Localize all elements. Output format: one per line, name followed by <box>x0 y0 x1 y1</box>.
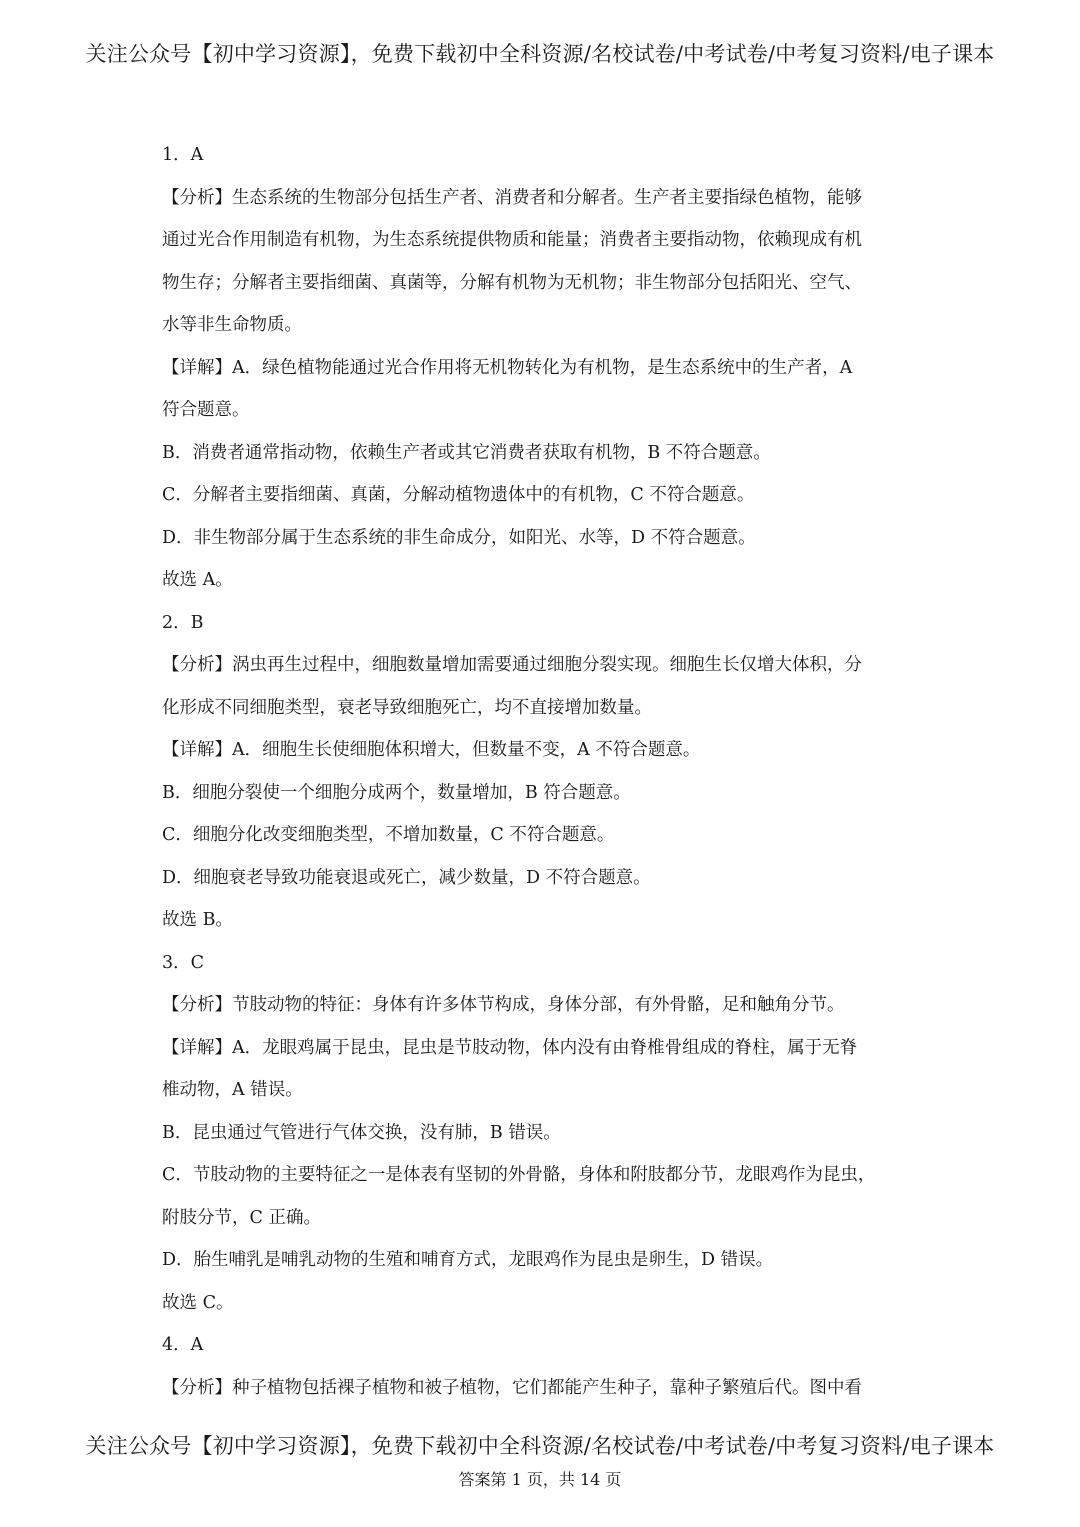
question-3-answer: 3．C <box>162 952 205 973</box>
question-3-line: 【分析】节肢动物的特征：身体有许多体节构成，身体分部，有外骨骼，足和触角分节。 <box>162 995 845 1015</box>
question-2-line: 化形成不同细胞类型，衰老导致细胞死亡，均不直接增加数量。 <box>162 697 652 718</box>
question-1-line: 故选 A。 <box>162 570 233 590</box>
question-1-answer: 1．A <box>162 145 204 165</box>
question-1-line: 【详解】A．绿色植物能通过光合作用将无机物转化为有机物，是生态系统中的生产者，A <box>162 357 853 378</box>
question-3-line: 椎动物，A 错误。 <box>162 1080 303 1100</box>
question-1-line: 水等非生命物质。 <box>162 315 302 335</box>
question-1 <box>162 134 932 602</box>
question-1-line: D．非生物部分属于生态系统的非生命成分，如阳光、水等，D 不符合题意。 <box>162 527 756 548</box>
question-2-line: 【详解】A．细胞生长使细胞体积增大，但数量不变，A 不符合题意。 <box>162 740 701 760</box>
question-3-line: B．昆虫通过气管进行气体交换，没有肺，B 错误。 <box>162 1122 561 1143</box>
question-3-line: D．胎生哺乳是哺乳动物的生殖和哺育方式，龙眼鸡作为昆虫是卵生，D 错误。 <box>162 1250 774 1270</box>
question-3 <box>162 942 932 1325</box>
question-2-line: 故选 B。 <box>162 910 233 930</box>
question-1-line: 符合题意。 <box>162 400 250 420</box>
page-number: 答案第 1 页，共 14 页 <box>458 1470 622 1489</box>
question-1-line: 物生存；分解者主要指细菌、真菌等，分解有机物为无机物；非生物部分包括阳光、空气、 <box>162 272 862 293</box>
header-banner: 关注公众号【初中学习资源】，免费下载初中全科资源/名校试卷/中考试卷/中考复习资料/电子课本 <box>85 42 995 66</box>
question-4-line: 【分析】种子植物包括裸子植物和被子植物，它们都能产生种子，靠种子繁殖后代。图中看 <box>162 1377 862 1398</box>
question-1-line: 通过光合作用制造有机物，为生态系统提供物质和能量；消费者主要指动物，依赖现成有机 <box>162 230 862 250</box>
question-3-line: 故选 C。 <box>162 1292 234 1313</box>
question-3-line: 附肢分节，C 正确。 <box>162 1207 321 1228</box>
question-1-line: C．分解者主要指细菌、真菌，分解动植物遗体中的有机物，C 不符合题意。 <box>162 485 755 505</box>
footer-banner: 关注公众号【初中学习资源】，免费下载初中全科资源/名校试卷/中考试卷/中考复习资料/电子课本 <box>85 1434 995 1458</box>
question-4 <box>162 1324 932 1409</box>
question-2-line: C．细胞分化改变细胞类型，不增加数量，C 不符合题意。 <box>162 825 615 845</box>
question-2-line: D．细胞衰老导致功能衰退或死亡，减少数量，D 不符合题意。 <box>162 867 651 888</box>
question-2-answer: 2．B <box>162 612 204 633</box>
question-3-line: C．节肢动物的主要特征之一是体表有坚韧的外骨骼，身体和附肢都分节，龙眼鸡作为昆虫， <box>162 1165 876 1185</box>
question-3-line: 【详解】A．龙眼鸡属于昆虫，昆虫是节肢动物，体内没有由脊椎骨组成的脊柱，属于无脊 <box>162 1037 858 1058</box>
question-2-line: B．细胞分裂使一个细胞分成两个，数量增加，B 符合题意。 <box>162 782 631 803</box>
question-1-line: 【分析】生态系统的生物部分包括生产者、消费者和分解者。生产者主要指绿色植物，能够 <box>162 187 862 208</box>
question-4-answer: 4．A <box>162 1335 204 1355</box>
question-2 <box>162 602 932 942</box>
question-2-line: 【分析】涡虫再生过程中，细胞数量增加需要通过细胞分裂实现。细胞生长仅增大体积，分 <box>162 655 862 675</box>
answer-content <box>162 134 932 1409</box>
question-1-line: B．消费者通常指动物，依赖生产者或其它消费者获取有机物，B 不符合题意。 <box>162 442 771 463</box>
